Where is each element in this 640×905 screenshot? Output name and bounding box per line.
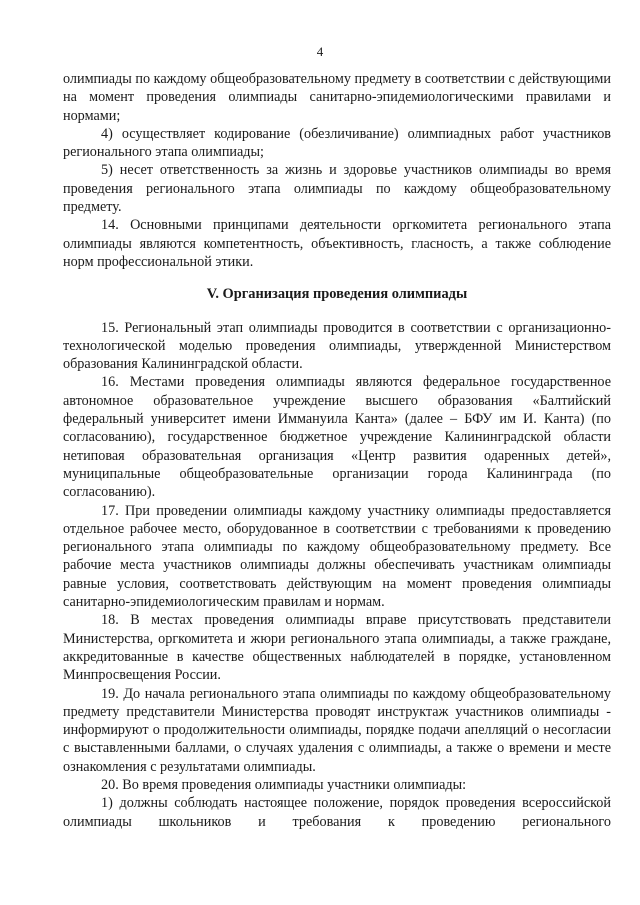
paragraph-20-item-1: 1) должны соблюдать настоящее положение, порядок проведения всероссийской олимпиады школьников и требования к проведению регионального: [63, 795, 611, 830]
section-heading: V. Организация проведения олимпиады: [206, 286, 468, 303]
paragraph-17: 17. При проведении олимпиады каждому участнику олимпиады предоставляется отдельное рабочее место, оборудованное в соответствии с требованиями к проведению регионального этапа олимпиады по каждому общеобразовательному предмету. Все рабочие места участников олимпиады должны обеспечивать участникам олимпиады равные условия, соответствовать действующим на момент проведения олимпиады санитарно-эпидемиологическим правилам и нормам.: [63, 502, 611, 611]
paragraph-20: 20. Во время проведения олимпиады участники олимпиады:: [101, 776, 467, 793]
paragraph-item-5: 5) несет ответственность за жизнь и здоровье участников олимпиады во время проведения регионального этапа олимпиады по каждому общеобразовательному предмету.: [63, 162, 611, 216]
paragraph-15: 15. Региональный этап олимпиады проводится в соответствии с организационно-технологической моделью проведения олимпиады, утвержденной Министерством образования Калининградской области.: [63, 319, 611, 373]
page-number: 4: [316, 44, 324, 59]
paragraph-item-4: 4) осуществляет кодирование (обезличивание) олимпиадных работ участников регионального этапа олимпиады;: [63, 125, 611, 161]
paragraph-18: 18. В местах проведения олимпиады вправе присутствовать представители Министерства, оргкомитета и жюри регионального этапа олимпиады, а также граждане, аккредитованные в качестве общественных наблюдателей в порядке, установленном Минпросвещения России.: [63, 612, 611, 684]
paragraph-16: 16. Местами проведения олимпиады являются федеральное государственное автономное образовательное учреждение высшего образования «Балтийский федеральный университет имени Иммануила Канта» (далее – БФУ им И. Канта) (по согласованию), государственное бюджетное учреждение Калининградской области нетиповая образовательная организация «Центр развития одаренных детей», муниципальные общеобразовательные организации города Калининграда (по согласованию).: [63, 374, 611, 501]
paragraph-19: 19. До начала регионального этапа олимпиады по каждому общеобразовательному предмету представители Министерства проводят инструктаж участников олимпиады - информируют о продолжительности олимпиады, порядке подачи апелляций о несогласии с выставленными баллами, о случаях удаления с олимпиады, а также о времени и месте ознакомления с результатами олимпиады.: [63, 685, 611, 775]
paragraph-14: 14. Основными принципами деятельности оргкомитета регионального этапа олимпиады являются компетентность, объективность, гласность, а также соблюдение норм профессиональной этики.: [63, 217, 611, 270]
document-body: [63, 70, 611, 831]
paragraph-continuation: олимпиады по каждому общеобразовательному предмету в соответствии с действующими на момент проведения олимпиады санитарно-эпидемиологическими правилами и нормами;: [63, 71, 611, 124]
